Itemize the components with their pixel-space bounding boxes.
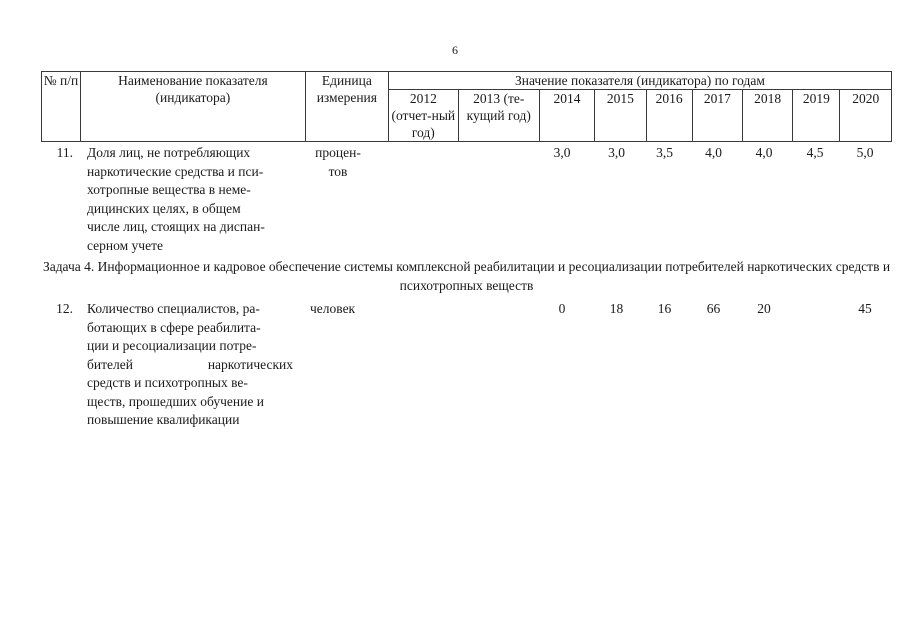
row-12-val-2018: 20 <box>757 301 771 316</box>
header-year-2014: 2014 <box>539 90 594 142</box>
row-12-val-2017: 66 <box>706 301 721 316</box>
row-12-unit: человек <box>310 301 356 316</box>
indicator-table-header <box>41 71 892 142</box>
row-12-val-2020: 45 <box>858 301 872 316</box>
page-number: 6 <box>452 43 458 57</box>
row-12-name-line: бителей наркотических <box>87 356 293 372</box>
row-12-name <box>87 300 293 430</box>
row-12-val-2015: 18 <box>609 301 624 316</box>
header-year-2015: 2015 <box>595 90 646 142</box>
row-11-name-line: числе лиц, стоящих на диспан- <box>87 219 265 234</box>
row-12-name-line: ществ, прошедших обучение и <box>87 393 264 409</box>
header-year-2018: 2018 <box>743 90 793 142</box>
header-name: Наименование показателя (индикатора) <box>81 72 306 142</box>
row-11-val-2015: 3,0 <box>608 145 625 160</box>
header-year-2019: 2019 <box>793 90 840 142</box>
header-year-2017: 2017 <box>692 90 742 142</box>
row-11-name-line: хотропные вещества в неме- <box>87 182 251 197</box>
header-values-title: Значение показателя (индикатора) по годам <box>388 72 891 90</box>
row-12-name-line: средств и психотропных ве- <box>87 375 248 390</box>
task-4-heading: Задача 4. Информационное и кадровое обеспечение системы комплексной реабилитации и ресоциализации потребителей наркотических средств и психотропных веществ <box>42 259 891 293</box>
row-11-name-line: серном учете <box>87 237 163 253</box>
row-12-name-line: ботающих в сфере реабилита- <box>87 319 261 335</box>
row-12-val-2016: 16 <box>657 301 672 316</box>
header-year-2013: 2013 (те-кущий год) <box>458 90 539 142</box>
row-11-name-line: дицинских целях, в общем <box>87 200 241 216</box>
row-11-val-2014: 3,0 <box>553 145 571 160</box>
row-12-num: 12. <box>56 301 73 316</box>
row-11-name <box>87 144 293 255</box>
row-12-name-line: повышение квалификации <box>87 412 240 427</box>
row-11-val-2017: 4,0 <box>705 145 722 160</box>
header-year-2020: 2020 <box>840 90 892 142</box>
row-11-unit: процен-тов <box>315 145 361 179</box>
header-num: № п/п <box>42 72 81 142</box>
row-11-name-line: наркотические средства и пси- <box>87 163 264 179</box>
header-year-2012: 2012 (отчет-ный год) <box>388 90 458 142</box>
row-11-val-2019: 4,5 <box>806 145 824 160</box>
row-11-val-2016: 3,5 <box>656 145 673 160</box>
row-11-val-2020: 5,0 <box>856 145 874 160</box>
row-12-name-line: Количество специалистов, ра- <box>87 301 260 316</box>
row-11-val-2018: 4,0 <box>755 145 773 160</box>
row-11-num: 11. <box>56 145 73 160</box>
header-unit: Единица измерения <box>305 72 388 142</box>
row-12-name-line: ции и ресоциализации потре- <box>87 338 257 353</box>
header-year-2016: 2016 <box>646 90 692 142</box>
row-11-name-line: Доля лиц, не потребляющих <box>87 145 251 160</box>
row-12-val-2014: 0 <box>558 301 566 316</box>
